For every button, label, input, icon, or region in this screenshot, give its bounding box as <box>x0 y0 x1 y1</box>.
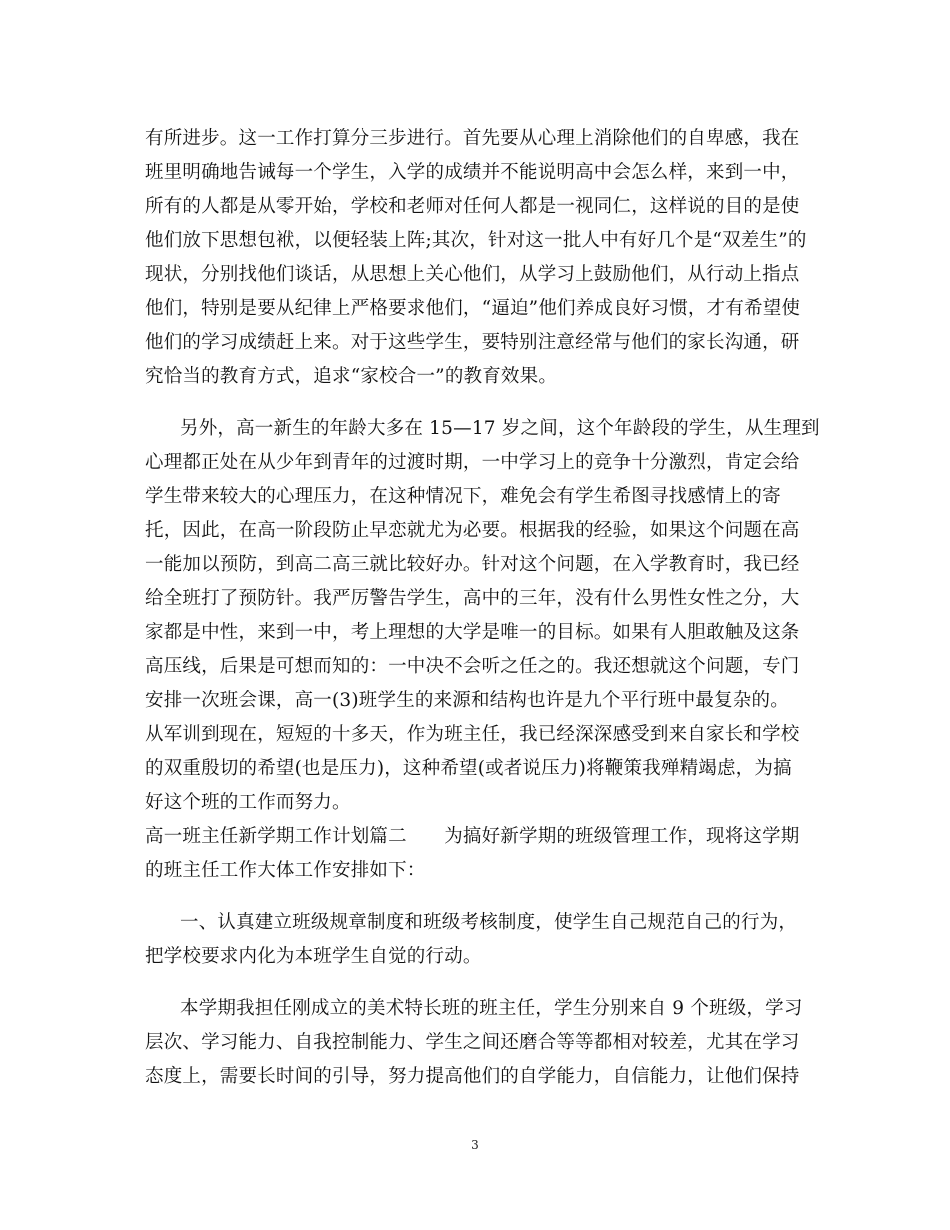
text-line: 从军训到现在，短短的十多天，作为班主任，我已经深深感受到来自家长和学校 <box>145 724 800 745</box>
text-line: 托，因此，在高一阶段防止早恋就尤为必要。根据我的经验，如果这个问题在高 <box>145 520 800 541</box>
text-line: 态度上，需要长时间的引导，努力提高他们的自学能力，自信能力，让他们保持 <box>145 1066 800 1087</box>
text-line: 层次、学习能力、自我控制能力、学生之间还磨合等等都相对较差，尤其在学习 <box>145 1032 800 1053</box>
text-line: 所有的人都是从零开始，学校和老师对任何人都是一视同仁，这样说的目的是使 <box>145 196 800 217</box>
text-line: 把学校要求内化为本班学生自觉的行动。 <box>145 946 482 967</box>
text-line: 一、认真建立班级规章制度和班级考核制度，使学生自己规范自己的行为， <box>180 912 798 933</box>
text-line: 好这个班的工作而努力。 <box>145 792 351 813</box>
text-line: 高压线，后果是可想而知的：一中决不会听之任之的。我还想就这个问题，专门 <box>145 656 800 677</box>
text-line: 班里明确地告诫每一个学生，入学的成绩并不能说明高中会怎么样，来到一中， <box>145 162 800 183</box>
text-line: 本学期我担任刚成立的美术特长班的班主任，学生分别来自 9 个班级，学习 <box>180 998 803 1019</box>
text-line: 给全班打了预防针。我严厉警告学生，高中的三年，没有什么男性女性之分，大 <box>145 588 800 609</box>
text-line: 究恰当的教育方式，追求“家校合一”的教育效果。 <box>145 366 558 387</box>
text-line: 的班主任工作大体工作安排如下： <box>145 860 426 881</box>
text-line: 他们的学习成绩赶上来。对于这些学生，要特别注意经常与他们的家长沟通，研 <box>145 332 800 353</box>
text-line: 另外，高一新生的年龄大多在 15—17 岁之间，这个年龄段的学生，从生理到 <box>180 418 820 439</box>
text-line: 他们，特别是要从纪律上严格要求他们，“逼迫”他们养成良好习惯，才有希望使 <box>145 298 801 319</box>
text-line: 家都是中性，来到一中，考上理想的大学是唯一的目标。如果有人胆敢触及这条 <box>145 622 800 643</box>
text-line: 安排一次班会课，高一(3)班学生的来源和结构也许是九个平行班中最复杂的。 <box>145 690 789 711</box>
text-line: 一能加以预防，到高二高三就比较好办。针对这个问题，在入学教育时，我已经 <box>145 554 800 575</box>
text-line: 心理都正处在从少年到青年的过渡时期，一中学习上的竞争十分激烈，肯定会给 <box>145 452 800 473</box>
text-line: 的双重殷切的希望(也是压力)，这种希望(或者说压力)将鞭策我殚精竭虑，为搞 <box>145 758 792 779</box>
text-line: 现状，分别找他们谈话，从思想上关心他们，从学习上鼓励他们，从行动上指点 <box>145 264 800 285</box>
text-line: 有所进步。这一工作打算分三步进行。首先要从心理上消除他们的自卑感，我在 <box>145 128 800 149</box>
page-number: 3 <box>471 1138 479 1152</box>
text-line: 他们放下思想包袱，以便轻装上阵;其次，针对这一批人中有好几个是“双差生”的 <box>145 230 807 251</box>
section-heading-line: 高一班主任新学期工作计划篇二 为搞好新学期的班级管理工作，现将这学期 <box>145 826 800 847</box>
text-line: 学生带来较大的心理压力，在这种情况下，难免会有学生希图寻找感情上的寄 <box>145 486 781 507</box>
